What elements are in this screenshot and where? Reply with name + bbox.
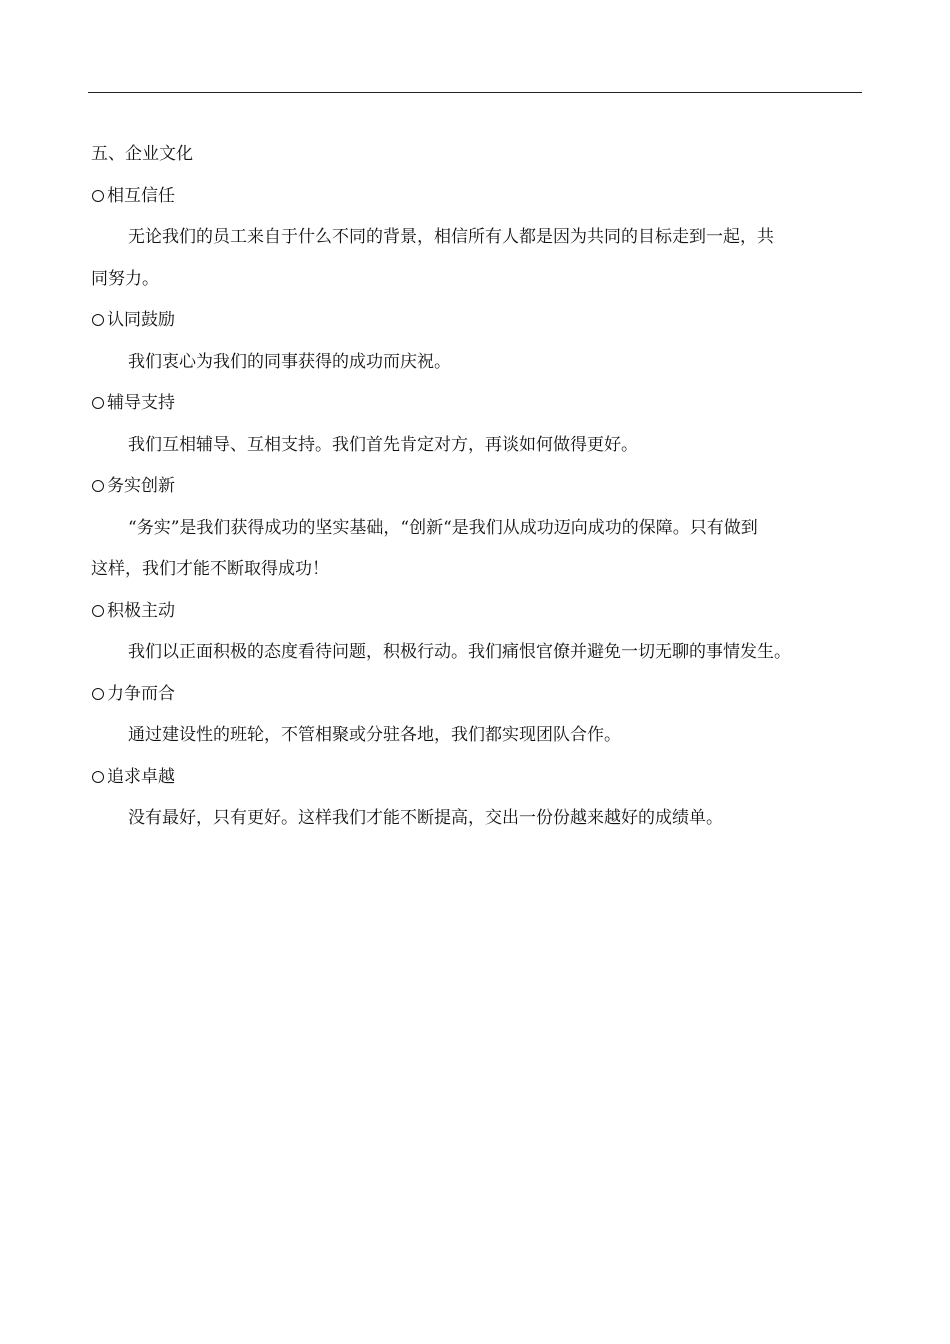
circle-bullet-icon: [92, 480, 104, 492]
value-heading: [91, 678, 861, 720]
value-heading: [91, 595, 861, 637]
value-heading: [91, 180, 861, 222]
value-text-line: 我们衷心为我们的同事获得的成功而庆祝。: [128, 351, 451, 372]
value-heading: [91, 761, 861, 803]
value-heading-text: 辅导支持: [107, 393, 175, 413]
value-text-line: “务实”是我们获得成功的坚实基础，“创新“是我们从成功迈向成功的保障。只有做到: [128, 517, 758, 538]
value-text-line: 通过建设性的班轮，不管相聚或分驻各地，我们都实现团队合作。: [128, 725, 621, 745]
value-heading-text: 务实创新: [107, 476, 175, 496]
circle-bullet-icon: [92, 314, 104, 326]
circle-bullet-icon: [92, 771, 104, 783]
value-heading-text: 相互信任: [107, 185, 175, 206]
circle-bullet-icon: [92, 190, 104, 202]
value-text-line: 我们互相辅导、互相支持。我们首先肯定对方，再谈如何做得更好。: [128, 434, 638, 455]
document-body: [91, 138, 861, 844]
value-heading-text: 认同鼓励: [107, 310, 175, 330]
value-text-line: 这样，我们才能不断取得成功！: [91, 559, 329, 579]
circle-bullet-icon: [92, 688, 104, 700]
circle-bullet-icon: [92, 397, 104, 409]
circle-bullet-icon: [92, 605, 104, 617]
value-heading: [91, 470, 861, 512]
value-text-line: 无论我们的员工来自于什么不同的背景，相信所有人都是因为共同的目标走到一起，共: [128, 227, 774, 247]
value-text-line: 没有最好，只有更好。这样我们才能不断提高，交出一份份越来越好的成绩单。: [128, 808, 723, 828]
value-heading-text: 积极主动: [107, 600, 175, 621]
header-rule: [88, 92, 862, 93]
value-text-line: 我们以正面积极的态度看待问题，积极行动。我们痛恨官僚并避免一切无聊的事情发生。: [128, 642, 791, 662]
value-heading-text: 追求卓越: [107, 766, 175, 787]
value-text-line: 同努力。: [91, 268, 159, 289]
value-heading-text: 力争而合: [107, 683, 175, 704]
section-title: 五、企业文化: [91, 144, 193, 164]
value-heading: [91, 387, 861, 429]
value-heading: [91, 304, 861, 346]
